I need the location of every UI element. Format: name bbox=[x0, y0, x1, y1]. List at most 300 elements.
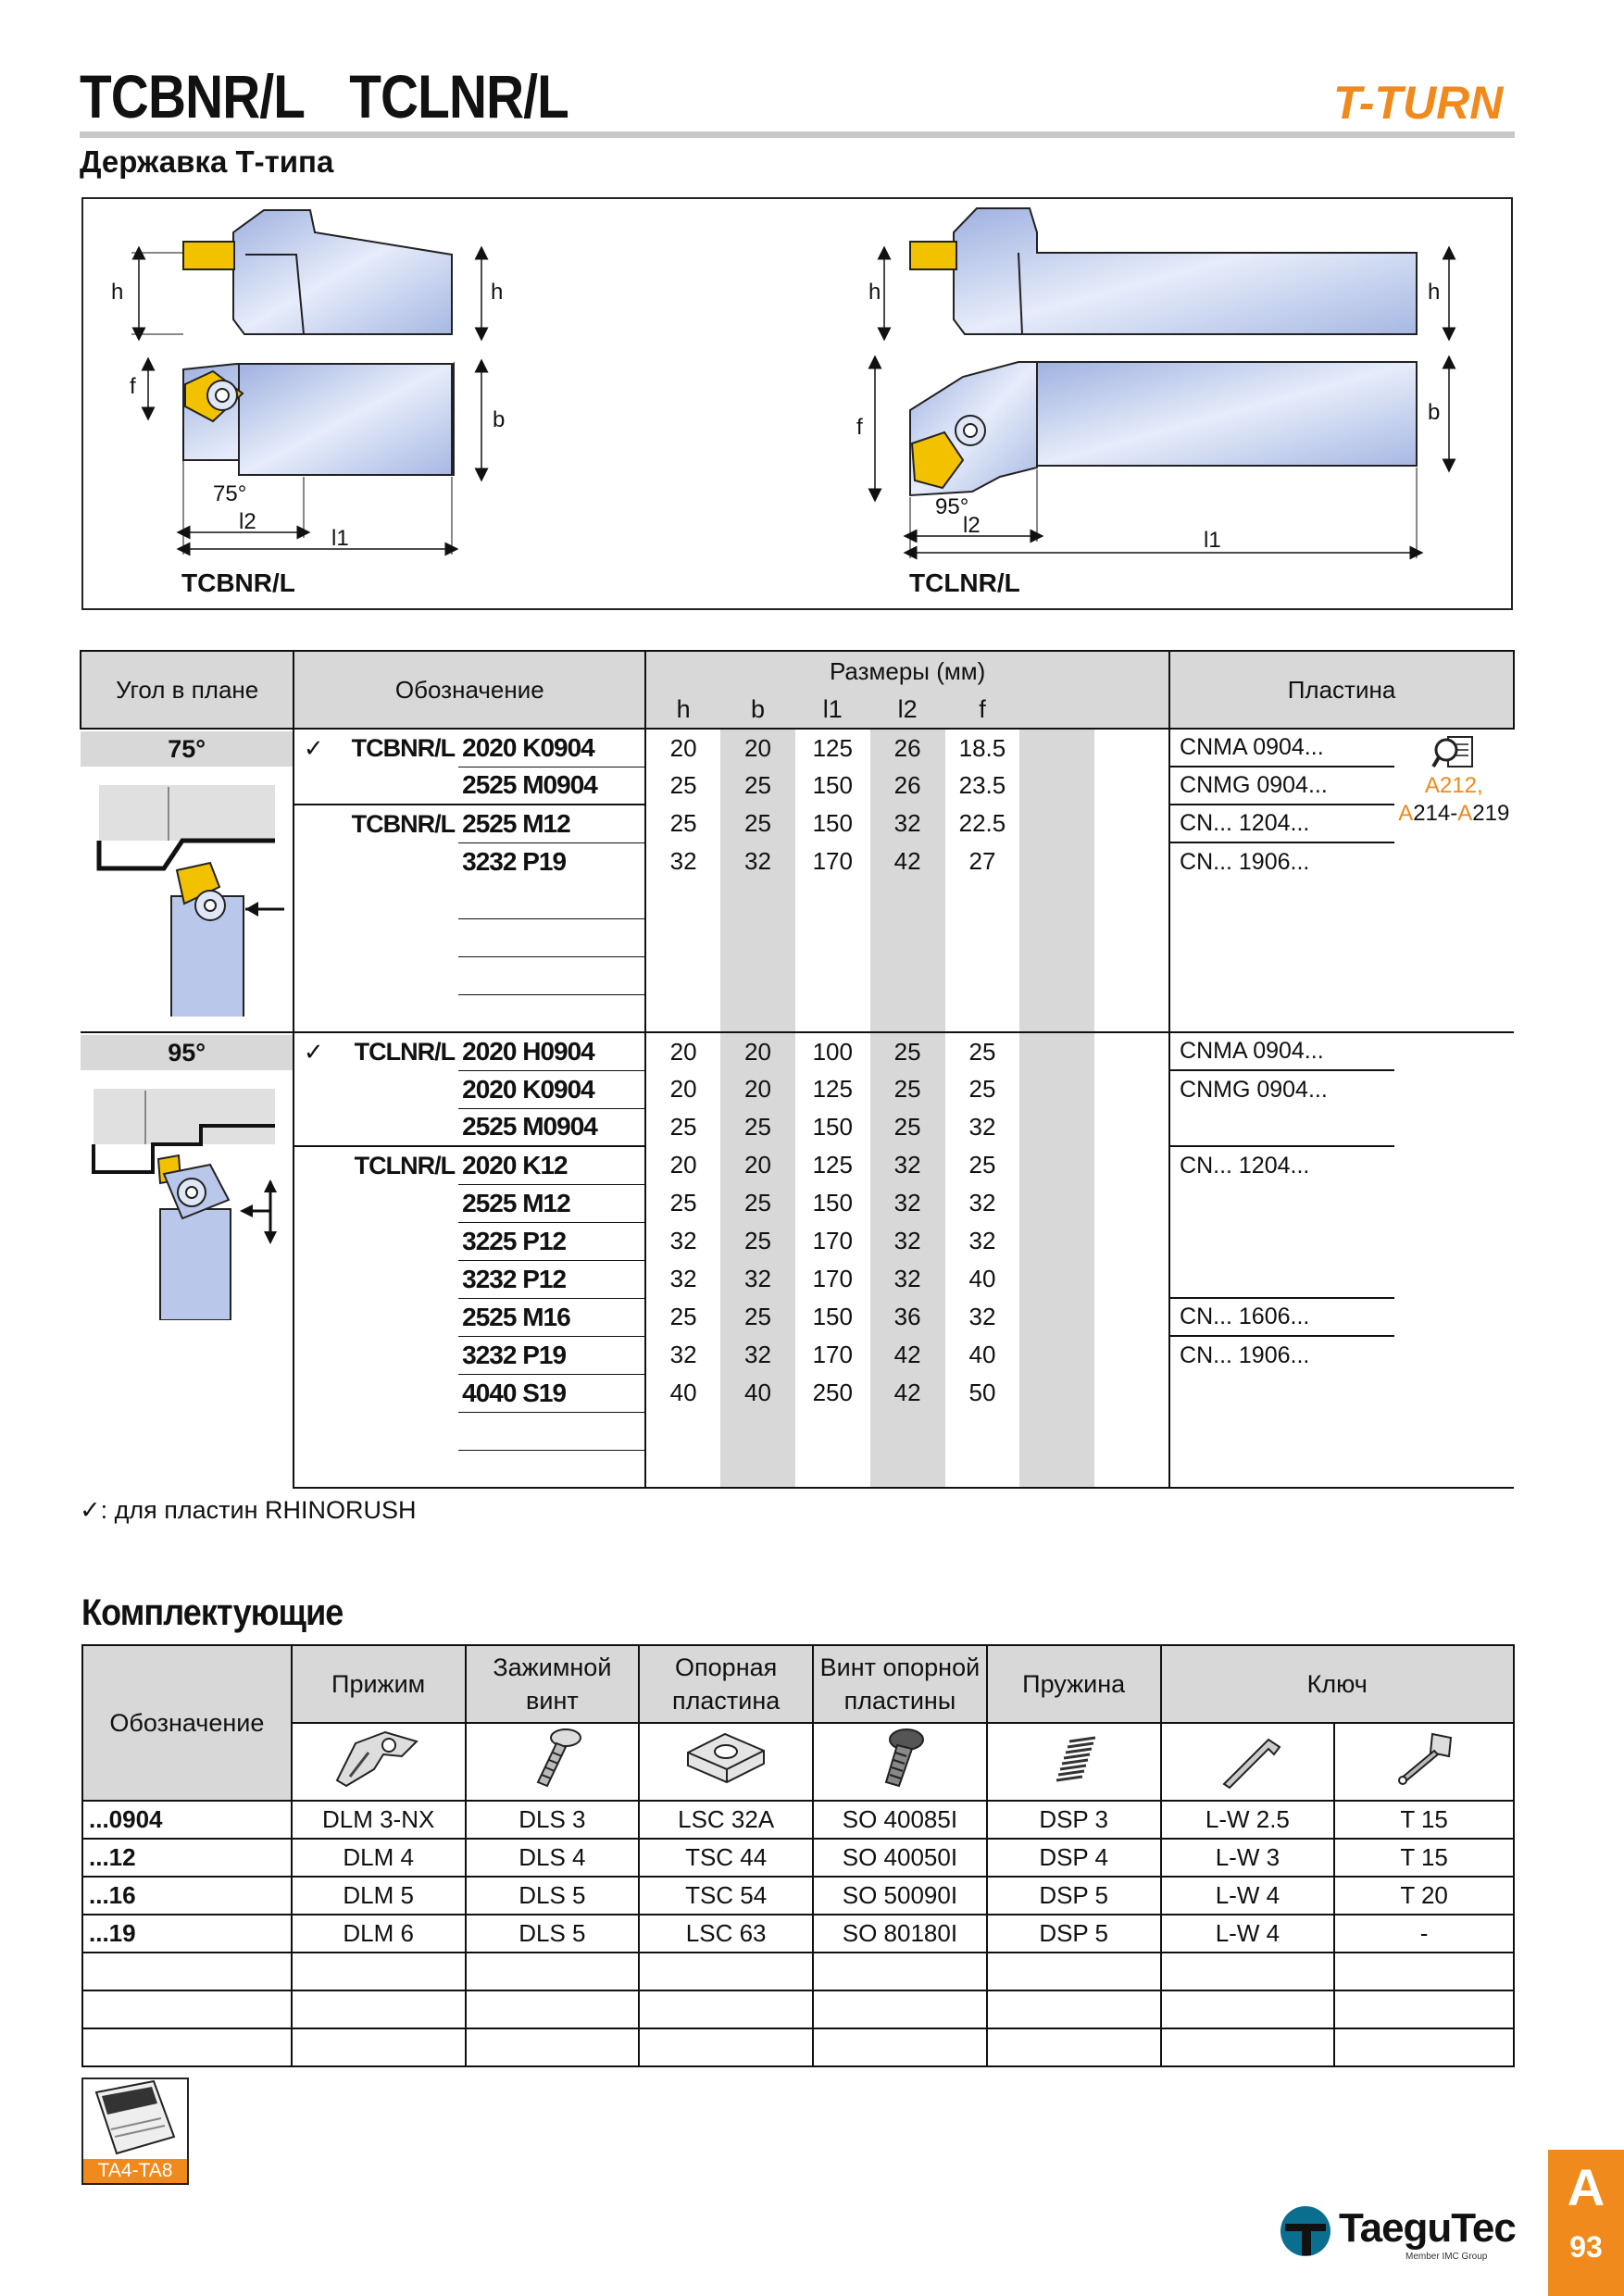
dim-b: 25 bbox=[720, 1298, 795, 1336]
holder-code: 2525 M16 bbox=[458, 1298, 645, 1336]
dim-blank bbox=[1019, 918, 1094, 956]
dim-l2: 25 bbox=[870, 1108, 945, 1146]
dim-blank bbox=[795, 956, 870, 994]
holder-code: 2020 H0904 bbox=[458, 1032, 645, 1070]
empty-row bbox=[82, 2028, 1514, 2066]
insert-reference-blank bbox=[1394, 1222, 1515, 1260]
col-h: h bbox=[645, 691, 720, 729]
insert-reference-blank bbox=[1394, 880, 1515, 918]
dim-l1: 150 bbox=[812, 1113, 853, 1141]
series-label bbox=[328, 1298, 458, 1336]
components-title: Комплектующие bbox=[81, 1592, 344, 1633]
dim-blank bbox=[945, 956, 1020, 994]
tcbnr-side-view bbox=[111, 210, 503, 334]
insert-reference-blank bbox=[1394, 1260, 1515, 1298]
approach-75-illustration bbox=[81, 767, 290, 1017]
dim-l1-left: l1 bbox=[331, 526, 349, 551]
dim-l1: 100 bbox=[812, 1037, 853, 1066]
dim-f: 25 bbox=[968, 1037, 996, 1066]
dim-blank bbox=[1019, 1032, 1094, 1070]
dim-l1-right: l1 bbox=[1204, 528, 1221, 553]
footnote: ✓: для пластин RHINORUSH bbox=[80, 1496, 417, 1524]
series-label bbox=[328, 956, 458, 994]
dim-blank bbox=[1019, 1146, 1094, 1184]
dim-h: 25 bbox=[645, 1108, 720, 1146]
technical-guide-link[interactable] bbox=[81, 2078, 189, 2185]
dim-l1: 150 bbox=[812, 1303, 853, 1330]
col-dimensions: Размеры (мм) bbox=[645, 651, 1169, 691]
dim-b: 20 bbox=[720, 1032, 795, 1070]
comp-shim-screw: SO 40085I bbox=[813, 1801, 987, 1839]
insert-reference-blank bbox=[1394, 994, 1515, 1032]
comp-designation bbox=[82, 1953, 292, 1990]
comp-col-shim: Опорная пластина bbox=[639, 1645, 813, 1723]
insert-designation: CN... 1906... bbox=[1180, 848, 1310, 875]
dim-blank bbox=[870, 918, 945, 956]
comp-clamp-screw: DLS 5 bbox=[466, 1877, 640, 1915]
comp-designation: ...12 bbox=[82, 1839, 292, 1877]
insert-designation bbox=[1169, 880, 1393, 918]
dim-f: 32 bbox=[968, 1113, 996, 1141]
col-angle: Угол в плане bbox=[81, 651, 294, 729]
dim-blank bbox=[1094, 1070, 1169, 1108]
dim-blank bbox=[720, 1412, 795, 1450]
dim-blank bbox=[1094, 880, 1169, 918]
holder-row bbox=[81, 1298, 1514, 1336]
dim-blank bbox=[945, 994, 1020, 1032]
holder-diagram bbox=[83, 199, 1511, 608]
comp-col-shim-screw: Винт опорной пластины bbox=[813, 1645, 987, 1723]
comp-clamp-screw: DLS 4 bbox=[466, 1839, 640, 1877]
comp-clamp-screw bbox=[466, 1990, 640, 2028]
comp-spring bbox=[987, 2028, 1161, 2066]
tcbnr-top-view bbox=[130, 364, 505, 597]
rhinorush-check bbox=[294, 1146, 327, 1184]
comp-shim-screw bbox=[813, 1953, 987, 1990]
dim-blank bbox=[1094, 1146, 1169, 1184]
comp-hex-key: L-W 4 bbox=[1161, 1877, 1335, 1915]
dim-l2: 42 bbox=[870, 842, 945, 880]
rhinorush-check bbox=[294, 1108, 327, 1146]
section-letter: A bbox=[1567, 2158, 1605, 2216]
holder-code: 2525 M12 bbox=[458, 1184, 645, 1222]
dim-blank bbox=[1019, 956, 1094, 994]
rhinorush-check bbox=[294, 767, 327, 805]
diagram-caption-tclnr: TCLNR/L bbox=[909, 568, 1020, 597]
dim-blank bbox=[870, 880, 945, 918]
dim-blank bbox=[1094, 767, 1169, 805]
dim-blank bbox=[1094, 956, 1169, 994]
dim-b: 20 bbox=[720, 1070, 795, 1108]
empty-row bbox=[81, 1412, 1514, 1450]
dim-blank bbox=[1019, 767, 1094, 805]
hex-key-icon bbox=[1161, 1723, 1335, 1801]
title-tcbnr: TCBNR/L bbox=[80, 62, 306, 131]
dim-l1: 125 bbox=[812, 733, 853, 762]
insert-reference-blank bbox=[1394, 1032, 1515, 1070]
dim-b: 25 bbox=[720, 1108, 795, 1146]
comp-shim: TSC 54 bbox=[639, 1877, 813, 1915]
holder-row bbox=[81, 1032, 1514, 1070]
insert-designation bbox=[1169, 956, 1393, 994]
insert-reference-blank bbox=[1394, 1412, 1515, 1450]
holder-code: 3232 P19 bbox=[462, 846, 567, 876]
holder-dimensions-table bbox=[80, 650, 1515, 1489]
dim-l1: 150 bbox=[812, 809, 853, 837]
series-label bbox=[328, 1070, 458, 1108]
insert-designation: CN... 1906... bbox=[1180, 1341, 1310, 1368]
dim-h: 20 bbox=[645, 1032, 720, 1070]
tclnr-top-view bbox=[856, 362, 1449, 597]
comp-designation: ...19 bbox=[82, 1915, 292, 1953]
col-l1: l1 bbox=[795, 691, 870, 729]
dim-blank bbox=[1094, 1108, 1169, 1146]
dim-h: 32 bbox=[645, 1260, 720, 1298]
header-divider bbox=[80, 131, 1515, 138]
series-label bbox=[328, 918, 458, 956]
comp-hex-key bbox=[1161, 1990, 1335, 2028]
empty-row bbox=[81, 1450, 1514, 1488]
holder-row bbox=[81, 1146, 1514, 1184]
comp-torx-key bbox=[1334, 2028, 1514, 2066]
shim-screw-icon bbox=[813, 1723, 987, 1801]
dim-blank bbox=[870, 1450, 945, 1488]
dim-blank bbox=[1019, 1412, 1094, 1450]
dim-blank bbox=[720, 994, 795, 1032]
dim-h: 25 bbox=[645, 1298, 720, 1336]
dim-blank bbox=[795, 1412, 870, 1450]
dim-f: 18.5 bbox=[958, 733, 1006, 762]
comp-shim: LSC 63 bbox=[639, 1915, 813, 1953]
comp-clamp-screw: DLS 5 bbox=[466, 1915, 640, 1953]
dim-b: 25 bbox=[720, 767, 795, 805]
dim-blank bbox=[1094, 729, 1169, 767]
dim-blank bbox=[1094, 918, 1169, 956]
series-label bbox=[328, 1184, 458, 1222]
comp-col-spring: Пружина bbox=[987, 1645, 1161, 1723]
dim-h: 20 bbox=[645, 729, 720, 767]
rhinorush-check bbox=[294, 805, 327, 842]
holder-code bbox=[458, 880, 645, 918]
holder-row bbox=[81, 1070, 1514, 1108]
dim-h-right-tool-2: h bbox=[1428, 280, 1441, 305]
dim-f: 25 bbox=[968, 1075, 996, 1103]
dim-l2: 25 bbox=[870, 1032, 945, 1070]
dim-l1: 150 bbox=[812, 1189, 853, 1217]
comp-clamp bbox=[292, 1990, 466, 2028]
dim-b: 20 bbox=[720, 729, 795, 767]
comp-hex-key: L-W 4 bbox=[1161, 1915, 1335, 1953]
dim-h-right: h bbox=[491, 280, 504, 305]
dim-l1: 125 bbox=[812, 1151, 853, 1179]
torx-key-icon bbox=[1334, 1723, 1514, 1801]
comp-clamp: DLM 4 bbox=[292, 1839, 466, 1877]
rhinorush-check bbox=[294, 1298, 327, 1336]
insert-designation: CN... 1204... bbox=[1180, 1152, 1310, 1179]
components-body bbox=[82, 1801, 1514, 2066]
insert-reference-blank bbox=[1394, 1374, 1515, 1412]
ref-a2: A bbox=[1457, 801, 1473, 826]
insert-reference-blank bbox=[1394, 1336, 1515, 1374]
dim-f: 40 bbox=[968, 1341, 996, 1368]
dim-l1: 250 bbox=[812, 1379, 853, 1406]
comp-clamp-screw: DLS 3 bbox=[466, 1801, 640, 1839]
comp-shim bbox=[639, 1953, 813, 1990]
series-label bbox=[328, 1222, 458, 1260]
rhinorush-check bbox=[294, 1450, 327, 1488]
dim-l2-left: l2 bbox=[239, 509, 256, 534]
dim-b: 32 bbox=[720, 842, 795, 880]
comp-torx-key: T 15 bbox=[1334, 1839, 1514, 1877]
angle-75: 75° bbox=[213, 481, 247, 506]
dim-b: 32 bbox=[720, 1260, 795, 1298]
dim-blank bbox=[795, 1450, 870, 1488]
insert-designation bbox=[1169, 1450, 1393, 1488]
taegutec-wordmark: TaeguTec bbox=[1339, 2205, 1516, 2251]
tclnr-side-view bbox=[868, 208, 1449, 334]
dim-f: 22.5 bbox=[958, 809, 1006, 837]
dim-blank bbox=[795, 994, 870, 1032]
magnifier-icon bbox=[1431, 733, 1476, 772]
dim-blank bbox=[1094, 842, 1169, 880]
col-l2: l2 bbox=[870, 691, 945, 729]
series-label bbox=[328, 1336, 458, 1374]
series-label: TCBNR/L bbox=[351, 809, 456, 838]
dim-blank bbox=[1019, 1450, 1094, 1488]
rhinorush-check bbox=[294, 1374, 327, 1412]
approach-95-illustration bbox=[81, 1070, 290, 1320]
holder-row bbox=[81, 1374, 1514, 1412]
dim-f: 32 bbox=[968, 1303, 996, 1330]
holder-row bbox=[81, 1222, 1514, 1260]
dim-blank bbox=[870, 994, 945, 1032]
dim-blank bbox=[1094, 1260, 1169, 1298]
comp-spring: DSP 4 bbox=[987, 1839, 1161, 1877]
comp-shim-screw: SO 80180I bbox=[813, 1915, 987, 1953]
comp-clamp-screw bbox=[466, 1953, 640, 1990]
dim-l2: 36 bbox=[870, 1298, 945, 1336]
col-insert: Пластина bbox=[1169, 651, 1514, 729]
comp-clamp: DLM 3-NX bbox=[292, 1801, 466, 1839]
holder-code bbox=[458, 994, 645, 1032]
series-label bbox=[328, 1260, 458, 1298]
dim-h: 20 bbox=[645, 1146, 720, 1184]
dim-blank bbox=[1019, 1298, 1094, 1336]
comp-spring bbox=[987, 1990, 1161, 2028]
page-number: 93 bbox=[1569, 2230, 1603, 2264]
dim-blank bbox=[795, 918, 870, 956]
insert-designation: CNMG 0904... bbox=[1169, 767, 1393, 805]
rhinorush-check bbox=[294, 918, 327, 956]
insert-reference-blank bbox=[1394, 1450, 1515, 1488]
spring-icon bbox=[987, 1723, 1161, 1801]
dim-blank bbox=[1094, 1374, 1169, 1412]
holder-code: 4040 S19 bbox=[458, 1374, 645, 1412]
comp-designation bbox=[82, 2028, 292, 2066]
rhinorush-check bbox=[294, 994, 327, 1032]
diagram-caption-tcbnr: TCBNR/L bbox=[181, 568, 295, 597]
dim-h: 25 bbox=[645, 1184, 720, 1222]
comp-torx-key bbox=[1334, 1990, 1514, 2028]
dim-blank bbox=[1094, 994, 1169, 1032]
dim-f: 32 bbox=[968, 1227, 996, 1254]
page-subtitle: Державка Т-типа bbox=[80, 144, 334, 179]
dim-b: 20 bbox=[720, 1146, 795, 1184]
insert-designation: CNMA 0904... bbox=[1169, 1032, 1393, 1070]
col-designation: Обозначение bbox=[294, 651, 645, 729]
dim-blank bbox=[720, 880, 795, 918]
dim-h: 32 bbox=[645, 1336, 720, 1374]
dim-l2: 32 bbox=[870, 1222, 945, 1260]
angle-95: 95° bbox=[935, 494, 969, 519]
comp-clamp-screw bbox=[466, 2028, 640, 2066]
rhinorush-check bbox=[294, 1336, 327, 1374]
dim-blank bbox=[1094, 1450, 1169, 1488]
technical-guide-book-icon bbox=[83, 2079, 187, 2159]
comp-shim-screw: SO 50090I bbox=[813, 1877, 987, 1915]
dim-l2: 26 bbox=[870, 729, 945, 767]
dim-f: 40 bbox=[968, 1265, 996, 1292]
comp-col-key: Ключ bbox=[1161, 1645, 1514, 1723]
dim-h: 32 bbox=[645, 1222, 720, 1260]
dim-blank bbox=[1094, 1412, 1169, 1450]
dim-blank bbox=[720, 956, 795, 994]
series-label bbox=[328, 1374, 458, 1412]
rhinorush-check: ✓ bbox=[303, 1037, 324, 1066]
taegutec-member-text: Member IMC Group bbox=[1405, 2252, 1488, 2262]
comp-designation: ...16 bbox=[82, 1877, 292, 1915]
rhinorush-check bbox=[294, 880, 327, 918]
dim-blank bbox=[1019, 1184, 1094, 1222]
section-page-tab bbox=[1548, 2150, 1624, 2296]
insert-reference-blank bbox=[1394, 918, 1515, 956]
rhinorush-check bbox=[294, 1412, 327, 1450]
dim-blank bbox=[945, 918, 1020, 956]
dim-blank bbox=[1019, 1374, 1094, 1412]
insert-designation: CN... 1606... bbox=[1169, 1298, 1393, 1336]
dim-b: 25 bbox=[720, 1184, 795, 1222]
series-label bbox=[328, 767, 458, 805]
component-row bbox=[82, 1839, 1514, 1877]
dim-blank bbox=[1019, 842, 1094, 880]
comp-torx-key bbox=[1334, 1953, 1514, 1990]
series-label bbox=[328, 880, 458, 918]
holder-row bbox=[81, 1260, 1514, 1298]
dim-blank bbox=[720, 918, 795, 956]
dim-blank bbox=[1019, 1108, 1094, 1146]
shim-icon bbox=[639, 1723, 813, 1801]
holder-diagram-frame bbox=[81, 197, 1513, 610]
empty-row bbox=[81, 918, 1514, 956]
insert-designation bbox=[1169, 1184, 1393, 1222]
taegutec-logo bbox=[1278, 2203, 1516, 2262]
dim-h: 20 bbox=[645, 1070, 720, 1108]
dim-blank bbox=[1019, 1336, 1094, 1374]
ref-214: 214- bbox=[1413, 801, 1458, 826]
dim-blank bbox=[945, 1450, 1020, 1488]
comp-clamp bbox=[292, 2028, 466, 2066]
holder-row bbox=[81, 842, 1514, 880]
insert-reference-blank bbox=[1394, 1108, 1515, 1146]
component-row bbox=[82, 1801, 1514, 1839]
title-tclnr: TCLNR/L bbox=[349, 62, 568, 131]
angle-label: 75° bbox=[81, 731, 293, 767]
series-label bbox=[328, 994, 458, 1032]
comp-shim-screw bbox=[813, 2028, 987, 2066]
holder-dimensions-body bbox=[81, 729, 1514, 1488]
dim-l1: 170 bbox=[812, 1227, 853, 1254]
holder-code: 3232 P19 bbox=[458, 1336, 645, 1374]
holder-code: 2525 M0904 bbox=[458, 767, 645, 805]
comp-hex-key bbox=[1161, 2028, 1335, 2066]
dim-b: 25 bbox=[720, 805, 795, 842]
rhinorush-check bbox=[294, 842, 327, 880]
approach-angle-cell bbox=[81, 729, 294, 1032]
dim-blank bbox=[645, 1450, 720, 1488]
dim-l1: 170 bbox=[812, 1265, 853, 1292]
rhinorush-check bbox=[294, 1184, 327, 1222]
series-label bbox=[328, 1412, 458, 1450]
empty-row bbox=[81, 994, 1514, 1032]
comp-shim-screw: SO 40050I bbox=[813, 1839, 987, 1877]
comp-shim: LSC 32A bbox=[639, 1801, 813, 1839]
comp-spring: DSP 5 bbox=[987, 1877, 1161, 1915]
dim-blank bbox=[645, 1412, 720, 1450]
rhinorush-check bbox=[294, 1070, 327, 1108]
dim-blank bbox=[1019, 1070, 1094, 1108]
holder-code bbox=[458, 1412, 645, 1450]
comp-spring bbox=[987, 1953, 1161, 1990]
dim-blank bbox=[870, 956, 945, 994]
holder-code: 3225 P12 bbox=[458, 1222, 645, 1260]
comp-col-clamp-screw: Зажимной винт bbox=[466, 1645, 640, 1723]
rhinorush-check: ✓ bbox=[303, 733, 324, 762]
component-row bbox=[82, 1915, 1514, 1953]
dim-l2: 32 bbox=[870, 1146, 945, 1184]
comp-spring: DSP 3 bbox=[987, 1801, 1161, 1839]
ref-a: A bbox=[1398, 801, 1414, 826]
dim-f: 25 bbox=[968, 1151, 996, 1179]
ref-219: 219 bbox=[1472, 801, 1510, 826]
col-b: b bbox=[720, 691, 795, 729]
dim-l2: 32 bbox=[870, 805, 945, 842]
dim-f: 27 bbox=[968, 847, 996, 875]
insert-designation: CNMG 0904... bbox=[1180, 1076, 1328, 1103]
comp-shim bbox=[639, 1990, 813, 2028]
dim-blank bbox=[1019, 805, 1094, 842]
comp-col-designation: Обозначение bbox=[82, 1645, 292, 1801]
dim-h: 25 bbox=[645, 805, 720, 842]
dim-f-right: f bbox=[856, 415, 863, 440]
dim-blank bbox=[1019, 994, 1094, 1032]
comp-designation bbox=[82, 1990, 292, 2028]
comp-torx-key: T 15 bbox=[1334, 1801, 1514, 1839]
dim-b: 25 bbox=[720, 1222, 795, 1260]
insert-designation: CNMA 0904... bbox=[1169, 729, 1393, 767]
dim-blank bbox=[645, 918, 720, 956]
col-f: f bbox=[945, 691, 1020, 729]
comp-shim bbox=[639, 2028, 813, 2066]
insert-reference-blank bbox=[1394, 1070, 1515, 1108]
holder-code: 2020 K12 bbox=[458, 1146, 645, 1184]
dim-blank bbox=[1019, 1222, 1094, 1260]
series-label: TCLNR/L bbox=[354, 1151, 456, 1179]
insert-reference-cell[interactable] bbox=[1394, 729, 1515, 842]
technical-guide-label: TA4-TA8 bbox=[83, 2159, 187, 2183]
dim-l1: 170 bbox=[812, 1341, 853, 1368]
holder-code: 2020 K0904 bbox=[458, 1070, 645, 1108]
dim-f-left: f bbox=[130, 374, 136, 399]
